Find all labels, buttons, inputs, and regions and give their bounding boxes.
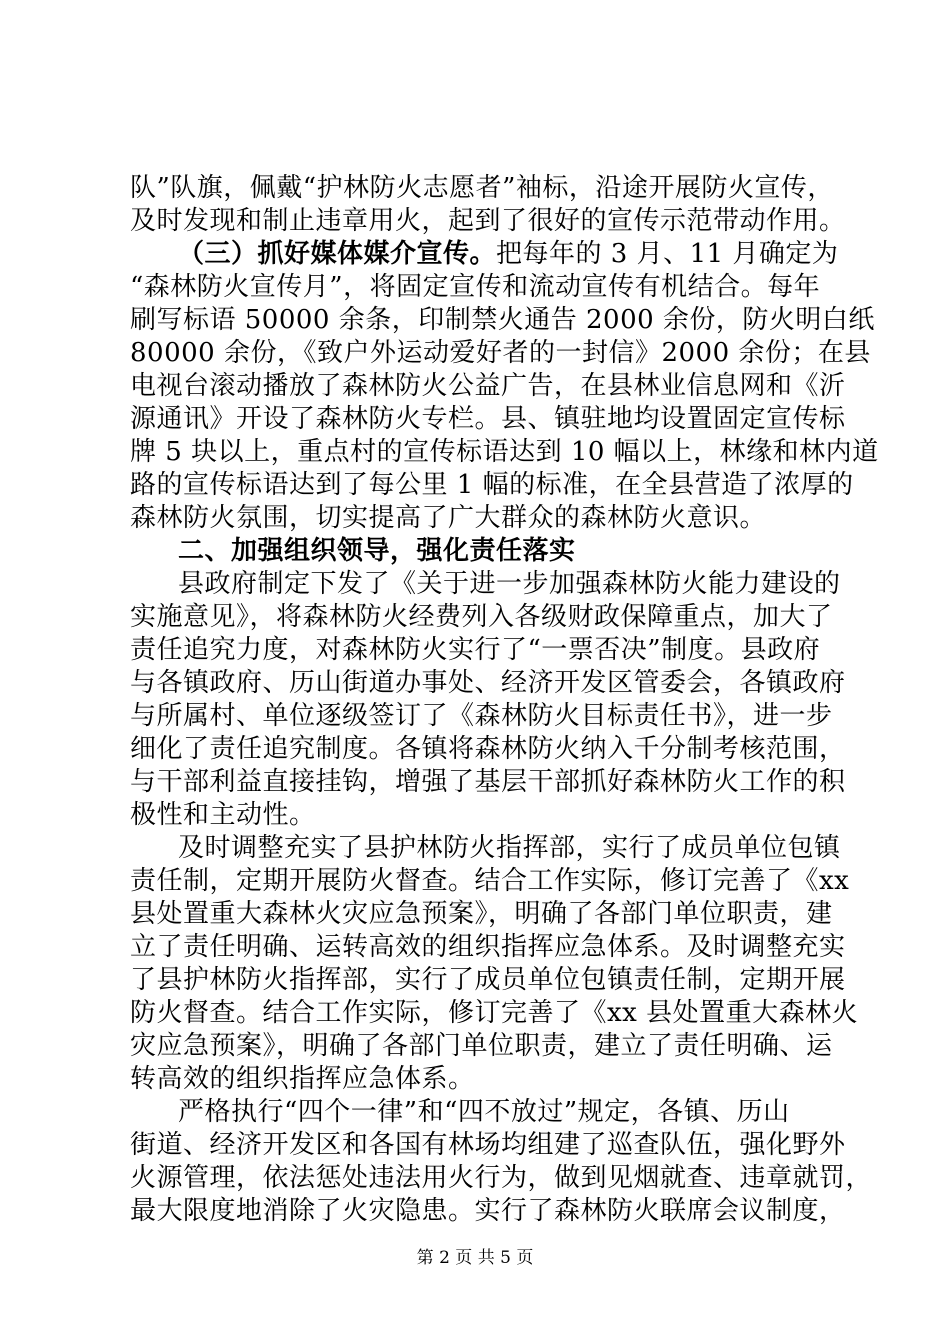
text-line: 最大限度地消除了火灾隐患。实行了森林防火联席会议制度，	[130, 1196, 846, 1226]
section-3-text: 把每年的 3 月、11 月确定为	[496, 239, 839, 269]
text-line: 刷写标语 50000 余条，印制禁火通告 2000 余份，防火明白纸	[130, 305, 875, 335]
text-line: 及时发现和制止违章用火，起到了很好的宣传示范带动作用。	[130, 206, 846, 236]
text-line: 责任追究力度，对森林防火实行了“一票否决”制度。县政府	[130, 635, 821, 665]
text-line: 实施意见》，将森林防火经费列入各级财政保障重点，加大了	[130, 602, 833, 632]
text-line: 80000 余份，《致户外运动爱好者的一封信》2000 余份；在县	[130, 338, 871, 368]
text-line: 源通讯》开设了森林防火专栏。县、镇驻地均设置固定宣传标	[130, 404, 846, 434]
text-line: 森林防火氛围，切实提高了广大群众的森林防火意识。	[130, 503, 767, 533]
text-line: 防火督查。结合工作实际，修订完善了《xx 县处置重大森林火	[130, 998, 859, 1028]
text-line: 路的宣传标语达到了每公里 1 幅的标准，在全县营造了浓厚的	[130, 470, 854, 500]
page-footer: 第 2 页 共 5 页	[416, 1248, 534, 1268]
text-line: “森林防火宣传月”，将固定宣传和流动宣传有机结合。每年	[130, 272, 821, 302]
text-line: 严格执行“四个一律”和“四不放过”规定，各镇、历山	[178, 1097, 790, 1127]
document-body	[130, 172, 879, 1228]
section-two-heading: 二、加强组织领导，强化责任落实	[178, 536, 576, 566]
text-line: 转高效的组织指挥应急体系。	[130, 1064, 475, 1094]
text-line: 火源管理，依法惩处违法用火行为，做到见烟就查、违章就罚，	[130, 1163, 873, 1193]
text-line: 责任制，定期开展防火督查。结合工作实际，修订完善了《xx	[130, 866, 850, 896]
text-line: 县处置重大森林火灾应急预案》，明确了各部门单位职责，建	[130, 899, 833, 929]
text-line: 及时调整充实了县护林防火指挥部，实行了成员单位包镇	[178, 833, 841, 863]
text-line: 极性和主动性。	[130, 800, 316, 830]
text-line: 县政府制定下发了《关于进一步加强森林防火能力建设的	[178, 569, 841, 599]
text-line: 牌 5 块以上，重点村的宣传标语达到 10 幅以上，林缘和林内道	[130, 437, 879, 467]
text-line: 灾应急预案》，明确了各部门单位职责，建立了责任明确、运	[130, 1031, 833, 1061]
text-line: 了县护林防火指挥部，实行了成员单位包镇责任制，定期开展	[130, 965, 846, 995]
text-line: 细化了责任追究制度。各镇将森林防火纳入千分制考核范围，	[130, 734, 846, 764]
section-3-heading: （三）抓好媒体媒介宣传。	[178, 239, 497, 269]
text-line: 与各镇政府、历山街道办事处、经济开发区管委会，各镇政府	[130, 668, 846, 698]
text-line: 与所属村、单位逐级签订了《森林防火目标责任书》，进一步	[130, 701, 833, 731]
text-line: 队”队旗，佩戴“护林防火志愿者”袖标，沿途开展防火宣传，	[130, 173, 834, 203]
text-line: 街道、经济开发区和各国有林场均组建了巡查队伍，强化野外	[130, 1130, 846, 1160]
text-line: 电视台滚动播放了森林防火公益广告，在县林业信息网和《沂	[130, 371, 846, 401]
text-line: 立了责任明确、运转高效的组织指挥应急体系。及时调整充实	[130, 932, 846, 962]
section-3-paragraph-start	[130, 238, 839, 271]
text-line: 与干部利益直接挂钩，增强了基层干部抓好森林防火工作的积	[130, 767, 846, 797]
